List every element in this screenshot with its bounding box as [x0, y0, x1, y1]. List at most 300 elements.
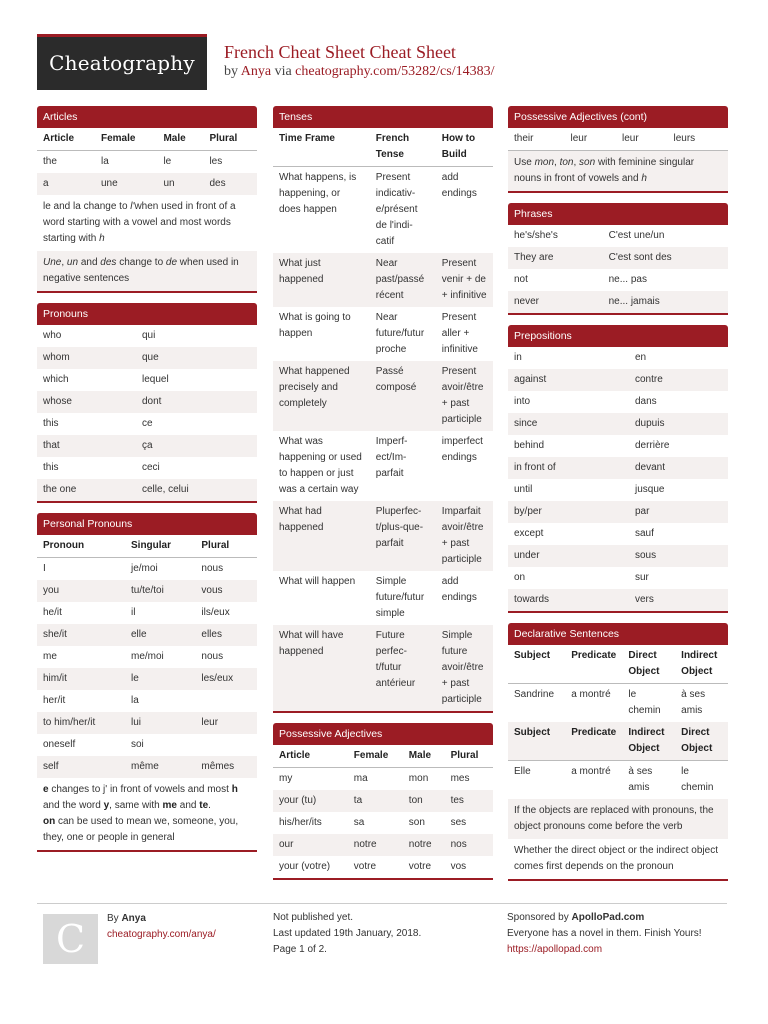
by-label: By — [107, 913, 122, 924]
cell: What happens, is happening, or does happen — [279, 172, 357, 215]
table-row — [37, 151, 257, 174]
table-row — [273, 571, 493, 625]
cell: elles — [195, 624, 257, 646]
column-header: Article — [37, 128, 95, 151]
sponsor-label: Sponsored by — [507, 912, 572, 923]
note-emph: ton — [559, 157, 574, 168]
pronouns-section — [37, 303, 257, 503]
declarative-sentences-section — [508, 623, 728, 881]
cell: Present aller + infinitive — [441, 312, 478, 355]
table-row — [273, 812, 493, 834]
cell: this — [43, 462, 59, 473]
by-label: by — [224, 64, 238, 79]
cell: What will happen — [279, 576, 356, 587]
cell: ils/eux — [201, 607, 230, 618]
cell: him/it — [37, 668, 125, 690]
table-row — [273, 307, 493, 361]
cell: des — [203, 173, 257, 195]
table-row — [37, 580, 257, 602]
cell: vous — [195, 580, 257, 602]
column-header: Male — [157, 128, 203, 151]
table-row — [273, 790, 493, 812]
cell: ta — [348, 790, 403, 812]
cell: behind — [514, 440, 545, 451]
cell: Imparfait avoir/être + past participle — [436, 501, 493, 571]
note-text: . — [208, 800, 211, 811]
table-row — [37, 369, 257, 391]
column-header: Direct Object — [675, 722, 728, 761]
cell: la — [100, 156, 109, 167]
cell: nos — [445, 834, 493, 856]
cell: une — [95, 173, 157, 195]
cell: Near future/futur proche — [375, 312, 425, 355]
note-emph: Une — [43, 257, 62, 268]
author-url-link[interactable]: cheatography.com/anya/ — [107, 929, 216, 940]
cell: la — [131, 695, 139, 706]
sponsor-url-link[interactable]: https://apollopad.com — [507, 944, 603, 955]
column-3 — [508, 106, 728, 891]
table-row — [273, 361, 493, 431]
section-title: Tenses — [273, 106, 493, 128]
column-header: Subject — [508, 645, 565, 684]
cell: leur — [570, 133, 588, 144]
cell: le chemin — [681, 766, 714, 793]
cell: ne... jamais — [603, 291, 728, 313]
cell: What is going to happen — [279, 312, 351, 339]
cell: add endings — [441, 172, 477, 199]
cell: whose — [37, 391, 136, 413]
cell: What just happened — [273, 253, 370, 307]
cell: nous — [201, 651, 224, 662]
table-row — [508, 589, 728, 611]
cell: towards — [508, 589, 629, 611]
note-text: changes to j' in front of vowels and most — [48, 784, 232, 795]
avatar[interactable]: C — [43, 914, 98, 964]
cell: he's/she's — [514, 230, 558, 241]
cell: until — [514, 484, 533, 495]
cell: me/moi — [131, 651, 164, 662]
sponsor-text: Everyone has a novel in them. Finish Yours! — [507, 928, 702, 939]
table-row — [508, 684, 728, 723]
cell: the one — [37, 479, 136, 501]
cell: ma — [353, 773, 368, 784]
table-row — [508, 391, 728, 413]
cell: you — [37, 580, 125, 602]
sponsor-line — [507, 910, 727, 926]
cell: Simple future avoir/être + past participle — [436, 625, 493, 711]
table-row — [508, 347, 728, 369]
note-emph: un — [66, 257, 79, 268]
cell: à ses amis — [681, 689, 706, 716]
page-number: Page 1 of 2. — [273, 944, 327, 955]
cell: ne... pas — [608, 274, 647, 285]
note-text: change to — [116, 257, 166, 268]
cell: me — [43, 651, 57, 662]
table-row — [37, 756, 257, 778]
table-row — [37, 690, 257, 712]
table-row — [273, 253, 493, 307]
note-emph: y — [103, 800, 110, 811]
note-emph: des — [100, 257, 117, 268]
cell: notre — [348, 834, 403, 856]
footer — [37, 903, 727, 984]
column-header: Article — [273, 745, 348, 768]
possessive-adjectives-cont-section — [508, 106, 728, 193]
cell: What happened precisely and completely — [273, 361, 370, 431]
footer-meta — [273, 904, 493, 958]
last-updated: Last updated 19th January, 2018. — [273, 928, 422, 939]
cell: in — [514, 352, 522, 363]
column-header: Singular — [125, 535, 195, 558]
cell: a — [37, 173, 95, 195]
footer-sponsor — [507, 904, 727, 958]
cell: she/it — [37, 624, 125, 646]
cell: Simple future/futur simple — [375, 576, 425, 619]
column-header: Plural — [445, 745, 493, 768]
table-row — [508, 457, 728, 479]
section-title: Personal Pronouns — [37, 513, 257, 535]
cell: except — [514, 528, 544, 539]
cell: que — [136, 347, 257, 369]
cell: our — [273, 834, 348, 856]
cell: Near past/passé récent — [370, 253, 436, 307]
author-link[interactable]: Anya — [240, 64, 272, 79]
column-header: How to Build — [436, 128, 493, 167]
cell: mon — [408, 773, 429, 784]
note-text: when used in negative sentences — [43, 257, 239, 284]
cell: celle, celui — [136, 479, 257, 501]
table-row — [508, 567, 728, 589]
table-row — [37, 457, 257, 479]
table-row — [508, 413, 728, 435]
note-text: and — [78, 257, 101, 268]
cell: never — [508, 291, 603, 313]
cell: into — [514, 396, 531, 407]
table-row — [37, 624, 257, 646]
phrases-section — [508, 203, 728, 315]
column-header: Direct Object — [622, 645, 675, 684]
table-row — [273, 431, 493, 501]
cell: C'est une/un — [608, 230, 665, 241]
cell: leur — [621, 133, 639, 144]
table-row — [508, 291, 728, 313]
column-header: Time Frame — [273, 128, 370, 167]
cell: to him/her/it — [37, 712, 125, 734]
note-emph: me — [162, 800, 177, 811]
cell: since — [508, 413, 629, 435]
note-text: , — [554, 157, 560, 168]
table-row — [273, 501, 493, 571]
declarative-note-order: Whether the direct object or the indirect object comes first depends on the pronoun — [514, 845, 718, 872]
cell: à ses amis — [628, 766, 653, 793]
cell: the — [43, 156, 57, 167]
cell: What will have happened — [273, 625, 370, 711]
cell: je/moi — [131, 563, 158, 574]
cell: sur — [635, 572, 649, 583]
tenses-table — [273, 128, 493, 711]
cell: a montré — [571, 689, 611, 700]
tenses-section — [273, 106, 493, 713]
cell: in front of — [508, 457, 629, 479]
cell: un — [157, 173, 203, 195]
header — [37, 34, 727, 90]
cell: They are — [508, 247, 603, 269]
note-text: le and la change to — [43, 201, 131, 212]
declarative-table — [508, 645, 728, 799]
possessive-cont-table — [508, 128, 728, 150]
sponsor-name[interactable]: ApolloPad.com — [571, 912, 645, 923]
section-title: Declarative Sentences — [508, 623, 728, 645]
cell: Passé composé — [370, 361, 436, 431]
cell — [195, 690, 257, 712]
cell: jusque — [635, 484, 665, 495]
cell: Present indicativ-e/présent de l'indi-catif — [375, 172, 418, 247]
table-row — [508, 545, 728, 567]
table-row — [37, 668, 257, 690]
cell: notre — [403, 834, 445, 856]
column-header: Indirect Object — [622, 722, 675, 761]
table-row — [37, 602, 257, 624]
note-emph: de — [165, 257, 178, 268]
note-text: , same with — [109, 800, 163, 811]
column-2 — [273, 106, 493, 890]
table-row — [37, 391, 257, 413]
cell: leur — [195, 712, 257, 734]
page-title: French Cheat Sheet Cheat Sheet — [224, 42, 456, 62]
articles-note-elision — [37, 195, 257, 251]
note-text: can be used to mean we, someone, you, they, one or people in general — [43, 816, 239, 843]
personal-pronouns-note — [37, 778, 257, 850]
cell: sous — [629, 545, 728, 567]
cell: their — [514, 133, 534, 144]
cell: his/her/its — [279, 817, 322, 828]
table-row — [273, 167, 493, 254]
cell: oneself — [43, 739, 76, 750]
column-header: Plural — [195, 535, 257, 558]
note-emph: on — [43, 816, 56, 827]
table-row — [508, 225, 728, 247]
cell: même — [125, 756, 195, 778]
cell: sauf — [635, 528, 654, 539]
cell: devant — [629, 457, 728, 479]
section-title: Prepositions — [508, 325, 728, 347]
column-header: Pronoun — [37, 535, 125, 558]
table-row — [37, 413, 257, 435]
section-title: Possessive Adjectives — [273, 723, 493, 745]
cell: that — [37, 435, 136, 457]
cell: nous — [201, 563, 224, 574]
personal-pronouns-table — [37, 535, 257, 778]
column-header: Plural — [203, 128, 257, 151]
cell: What had happened — [273, 501, 370, 571]
possessive-cont-note — [508, 150, 728, 191]
possessive-table — [273, 745, 493, 878]
cell: elle — [125, 624, 195, 646]
column-header: Subject — [508, 722, 565, 761]
note-emph: h — [231, 784, 238, 795]
cell: tes — [445, 790, 493, 812]
cell: a montré — [571, 766, 611, 777]
cell: ce — [142, 418, 153, 429]
table-row — [508, 369, 728, 391]
note-text: Use — [514, 157, 535, 168]
logo-text: Cheatography — [49, 51, 195, 75]
possessive-adjectives-section — [273, 723, 493, 880]
cell: les — [209, 156, 223, 167]
table-row — [37, 712, 257, 734]
sheet-url-link[interactable]: cheatography.com/53282/cs/14383/ — [295, 64, 495, 79]
cell: who — [43, 330, 62, 341]
cell: Elle — [514, 766, 531, 777]
cell: lui — [125, 712, 195, 734]
cell: sa — [353, 817, 365, 828]
section-title: Pronouns — [37, 303, 257, 325]
cell: derrière — [635, 440, 670, 451]
cell: Present venir + de + infinitive — [436, 253, 493, 307]
cell: imperfect endings — [441, 436, 483, 463]
prepositions-table — [508, 347, 728, 611]
cell: son — [408, 817, 425, 828]
cell: which — [43, 374, 69, 385]
table-row — [508, 761, 728, 800]
cell: this — [43, 418, 59, 429]
table-row — [37, 173, 257, 195]
cell: vers — [629, 589, 728, 611]
column-1 — [37, 106, 257, 862]
cell: Pluperfec-t/plus-que-parfait — [370, 501, 436, 571]
published-status: Not published yet. — [273, 912, 354, 923]
column-header: Predicate — [565, 645, 622, 684]
note-text: , — [61, 257, 67, 268]
note-emph: h — [99, 233, 105, 244]
column-header: French Tense — [370, 128, 436, 167]
column-header: Predicate — [565, 722, 622, 761]
table-row — [508, 435, 728, 457]
cell: vos — [450, 861, 467, 872]
cell: dans — [635, 396, 657, 407]
author-name[interactable]: Anya — [121, 913, 146, 924]
cell: en — [635, 352, 647, 363]
table-row — [508, 128, 728, 150]
note-text: with feminine singular nouns in front of vowels and — [514, 157, 695, 184]
cell: Imperf-ect/Im-parfait — [375, 436, 408, 479]
cell: ça — [136, 435, 257, 457]
cell: ceci — [142, 462, 160, 473]
cell: by/per — [508, 501, 629, 523]
table-row — [508, 501, 728, 523]
cell: your (votre) — [279, 861, 331, 872]
table-row — [273, 768, 493, 791]
cell: C'est sont des — [603, 247, 728, 269]
cell — [195, 734, 257, 756]
cell: I — [43, 563, 46, 574]
table-row — [508, 523, 728, 545]
declarative-note-pronouns: If the objects are replaced with pronouns, the object pronouns come before the verb — [508, 799, 728, 839]
section-title: Phrases — [508, 203, 728, 225]
cell: dont — [136, 391, 257, 413]
column-header: Female — [348, 745, 403, 768]
cell: contre — [629, 369, 728, 391]
cell: ses — [450, 817, 467, 828]
cheatography-logo[interactable] — [37, 34, 207, 90]
cell: your (tu) — [273, 790, 348, 812]
table-row — [273, 856, 493, 878]
cell: my — [279, 773, 293, 784]
via-label: via — [274, 64, 292, 79]
cell: Sandrine — [514, 689, 555, 700]
table-row — [37, 435, 257, 457]
cell: il — [131, 607, 136, 618]
page-subtitle — [224, 64, 495, 80]
table-row — [508, 269, 728, 291]
table-row — [37, 558, 257, 581]
table-row — [37, 479, 257, 501]
note-emph: mon — [534, 157, 555, 168]
note-text: and the word — [43, 800, 104, 811]
personal-pronouns-section — [37, 513, 257, 852]
table-row — [273, 834, 493, 856]
cell: whom — [37, 347, 136, 369]
note-emph: l' — [130, 201, 135, 212]
table-row — [37, 325, 257, 347]
articles-section — [37, 106, 257, 293]
pronouns-table — [37, 325, 257, 501]
cell: on — [514, 572, 526, 583]
cell: against — [508, 369, 629, 391]
cell: add endings — [441, 576, 477, 603]
column-header: Male — [403, 745, 445, 768]
cell: votre — [408, 861, 432, 872]
cell: par — [629, 501, 728, 523]
cell: ton — [403, 790, 445, 812]
note-text: and — [176, 800, 200, 811]
table-row — [508, 247, 728, 269]
cell: votre — [353, 861, 377, 872]
table-row — [37, 646, 257, 668]
table-row — [37, 347, 257, 369]
phrases-table — [508, 225, 728, 313]
footer-by — [107, 911, 216, 943]
table-row — [508, 479, 728, 501]
note-emph: e — [43, 784, 49, 795]
cell: qui — [142, 330, 156, 341]
table-row — [37, 734, 257, 756]
prepositions-section — [508, 325, 728, 613]
note-emph: h — [641, 173, 647, 184]
cell: le chemin — [628, 689, 661, 716]
cell: le — [125, 668, 195, 690]
cell: mêmes — [195, 756, 257, 778]
note-emph: son — [579, 157, 596, 168]
note-emph: te — [199, 800, 209, 811]
articles-table — [37, 128, 257, 195]
column-header: Indirect Object — [675, 645, 728, 684]
cell: self — [37, 756, 125, 778]
section-title: Possessive Adjectives (cont) — [508, 106, 728, 128]
cell: What was happening or used to happen or just was a certain way — [279, 436, 362, 495]
cell: le — [163, 156, 172, 167]
cell: Present avoir/être + past participle — [436, 361, 493, 431]
table-row — [273, 625, 493, 711]
cell: her/it — [43, 695, 66, 706]
cell: leurs — [673, 133, 696, 144]
cell: les/eux — [195, 668, 257, 690]
cell: tu/te/toi — [125, 580, 195, 602]
cell: not — [514, 274, 528, 285]
cell: dupuis — [629, 413, 728, 435]
column-header: Female — [95, 128, 157, 151]
cell: lequel — [142, 374, 169, 385]
